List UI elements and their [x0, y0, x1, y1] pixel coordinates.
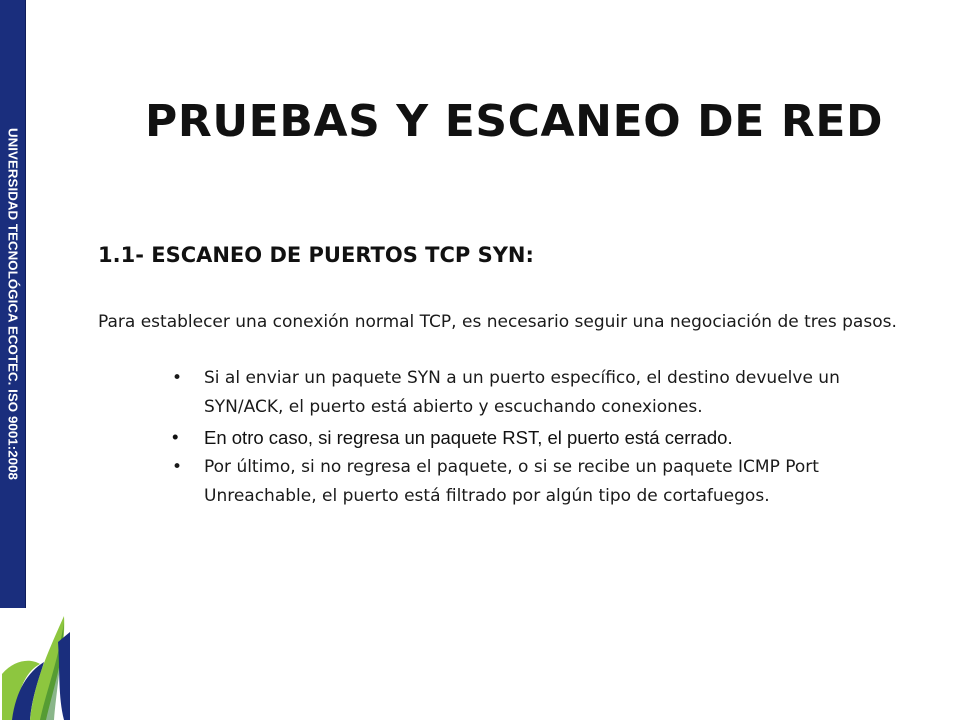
bullet-icon: • [172, 426, 179, 447]
bullet-text: Por último, si no regresa el paquete, o si se recibe un paquete ICMP Port Unreachable, el puerto está filtrado por algún tipo de cortafuegos. [204, 457, 819, 506]
bullet-icon: • [172, 368, 183, 388]
bullet-text: En otro caso, si regresa un paquete RST, el puerto está cerrado. [204, 427, 733, 448]
page-title: PRUEBAS Y ESCANEO DE RED [145, 96, 884, 147]
bullet-list [172, 364, 902, 511]
bullet-text: Si al enviar un paquete SYN a un puerto específico, el destino devuelve un SYN/ACK, el puerto está abierto y escuchando conexiones. [204, 368, 840, 417]
bullet-icon: • [172, 457, 183, 477]
list-item [172, 422, 902, 453]
list-item [172, 453, 902, 511]
list-item [172, 364, 902, 422]
intro-paragraph: Para establecer una conexión normal TCP, es necesario seguir una negociación de tres pasos. [98, 312, 897, 332]
section-heading: 1.1- ESCANEO DE PUERTOS TCP SYN: [98, 243, 534, 267]
sidebar-band [0, 0, 26, 608]
leaf-logo-icon [0, 612, 70, 720]
sidebar-institution-text: UNIVERSIDAD TECNOLÓGICA ECOTEC. ISO 9001:2008 [5, 128, 21, 480]
